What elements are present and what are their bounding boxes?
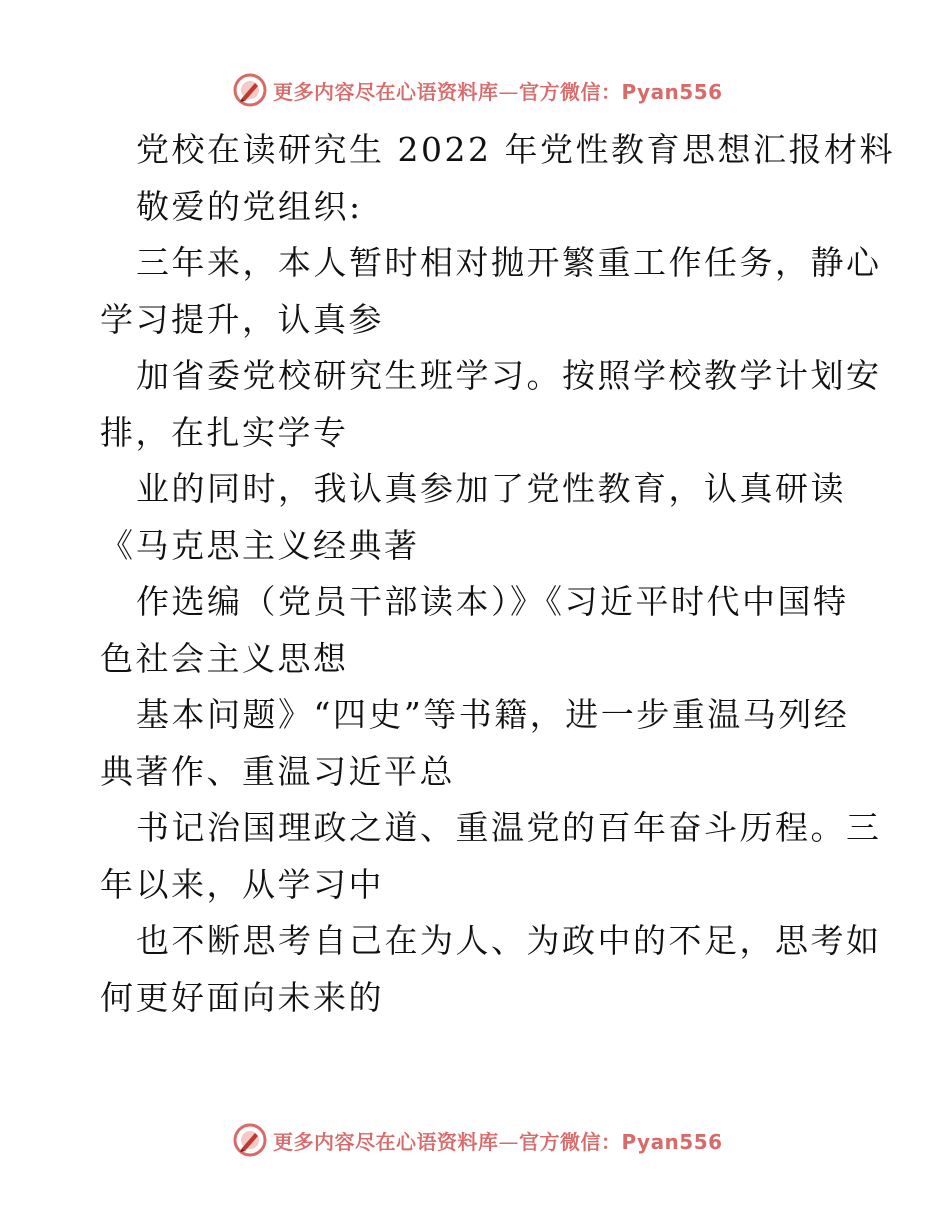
watermark-text [273, 1126, 723, 1155]
paragraph-line: 年以来，从学习中 [100, 864, 384, 904]
paragraph-line: 作选编（党员干部读本）》《习近平时代中国特 [136, 582, 849, 621]
paragraph-line: 也不断思考自己在为人、为政中的不足，思考如 [136, 921, 882, 960]
watermark-separator: — [498, 1129, 519, 1154]
paragraph-line: 学习提升，认真参 [100, 299, 384, 339]
paragraph-line: 何更好面向未来的 [100, 977, 384, 1017]
paragraph-line: 书记治国理政之道、重温党的百年奋斗历程。三 [136, 808, 882, 847]
paragraph-line: 加省委党校研究生班学习。按照学校教学计划安 [136, 356, 882, 395]
watermark-banner-bottom [233, 1120, 723, 1160]
document-title: 党校在读研究生 2022 年党性教育思想汇报材料 [136, 130, 895, 169]
pen-circle-logo-icon [233, 73, 267, 107]
paragraph-line: 典著作、重温习近平总 [100, 751, 455, 791]
watermark-main-text: 更多内容尽在心语资料库 [273, 1129, 499, 1154]
watermark-banner-top [233, 70, 723, 110]
salutation: 敬爱的党组织: [136, 186, 363, 226]
paragraph-line: 《马克思主义经典著 [100, 525, 420, 565]
paragraph-line: 三年来，本人暂时相对抛开繁重工作任务，静心 [136, 243, 882, 282]
watermark-contact-text: 官方微信：Pyan556 [519, 1129, 723, 1154]
watermark-separator: — [498, 79, 519, 104]
paragraph-line: 色社会主义思想 [100, 638, 349, 678]
watermark-text [273, 76, 723, 105]
paragraph-line: 基本问题》“四史”等书籍，进一步重温马列经 [136, 695, 850, 734]
watermark-main-text: 更多内容尽在心语资料库 [273, 79, 499, 104]
paragraph-line: 排，在扎实学专 [100, 412, 349, 452]
document-body [100, 122, 895, 1026]
watermark-contact-text: 官方微信：Pyan556 [519, 79, 723, 104]
pen-circle-logo-icon [233, 1123, 267, 1157]
paragraph-line: 业的同时，我认真参加了党性教育，认真研读 [136, 469, 846, 508]
